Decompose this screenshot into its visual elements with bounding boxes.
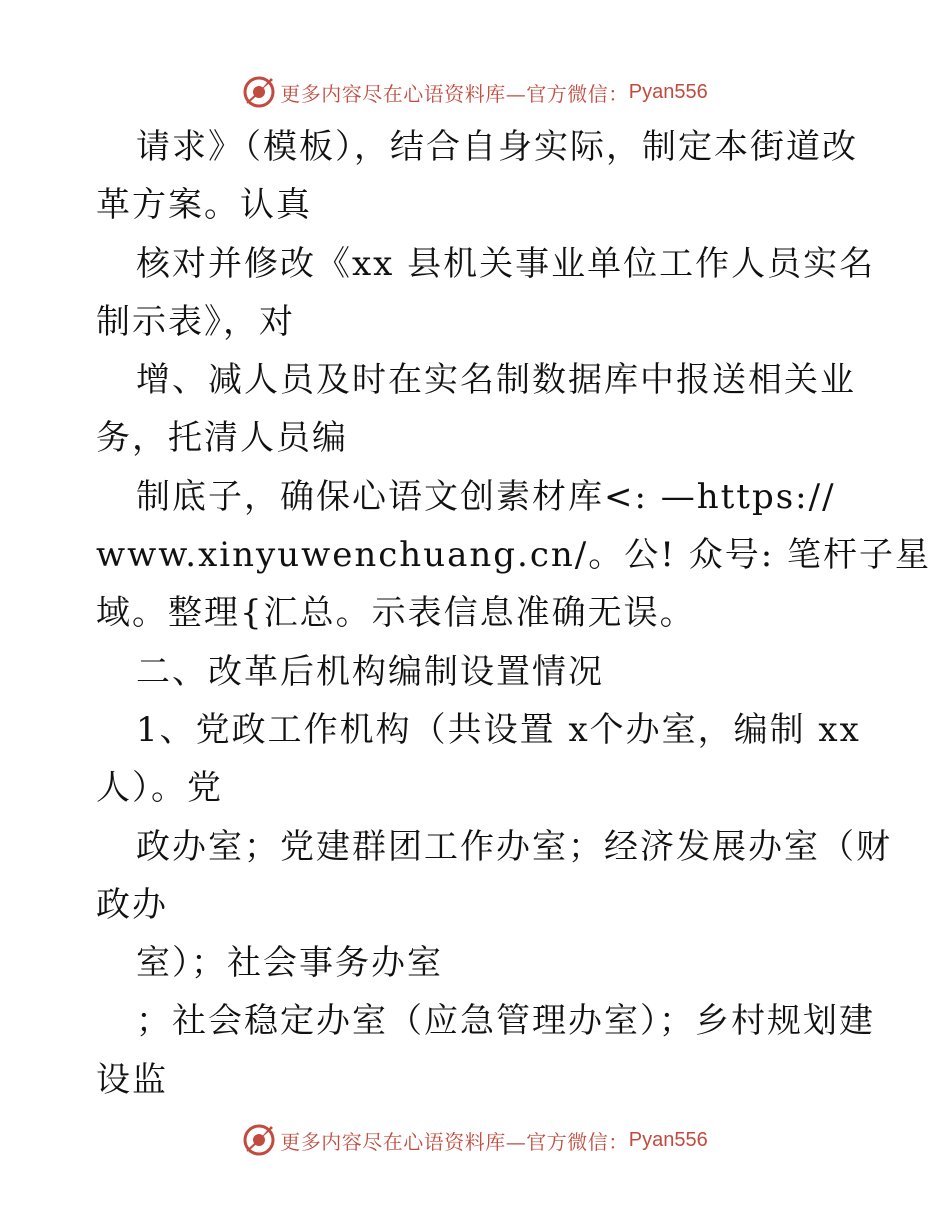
text-line: 增、减人员及时在实名制数据库中报送相关业 (136, 360, 856, 401)
footer-banner-wechat: Pyan556 (628, 1128, 708, 1151)
text-line: www.xinyuwenchuang.cn/。公! 众号: 笔杆子星 (96, 535, 931, 576)
text-line: 制示表》，对 (96, 301, 295, 342)
text-line: 设监 (96, 1059, 168, 1100)
header-banner (0, 72, 950, 112)
text-line: 制底子，确保心语文创素材库<: —https:// (136, 476, 836, 517)
section-heading: 二、改革后机构编制设置情况 (136, 651, 604, 692)
text-line: 人）。党 (96, 768, 223, 809)
pen-logo-icon (242, 75, 276, 109)
text-line: 革方案。认真 (96, 185, 312, 226)
text-line: 域。整理{汇总。示表信息准确无误。 (96, 593, 696, 634)
footer-banner (0, 1120, 950, 1160)
pen-logo-icon (242, 1123, 276, 1157)
text-line: 政办室；党建群团工作办室；经济发展办室（财 (136, 826, 892, 867)
text-line: 请求》（模板），结合自身实际，制定本街道改 (136, 127, 858, 167)
document-body (96, 118, 931, 1109)
header-banner-text: 更多内容尽在心语资料库—官方微信： (280, 81, 629, 106)
text-line: 核对并修改《xx 县机关事业单位工作人员实名 (136, 243, 876, 284)
text-line: 务，托清人员编 (96, 418, 348, 459)
text-line: ；社会稳定办室（应急管理办室）；乡村规划建 (136, 1001, 875, 1042)
text-line: 1、党政工作机构（共设置 x个办室，编制 xx (136, 709, 861, 750)
footer-banner-text: 更多内容尽在心语资料库—官方微信： (280, 1129, 629, 1154)
header-banner-wechat: Pyan556 (628, 80, 708, 103)
text-line: 室）；社会事务办室 (136, 943, 443, 984)
text-line: 政办 (96, 884, 168, 925)
